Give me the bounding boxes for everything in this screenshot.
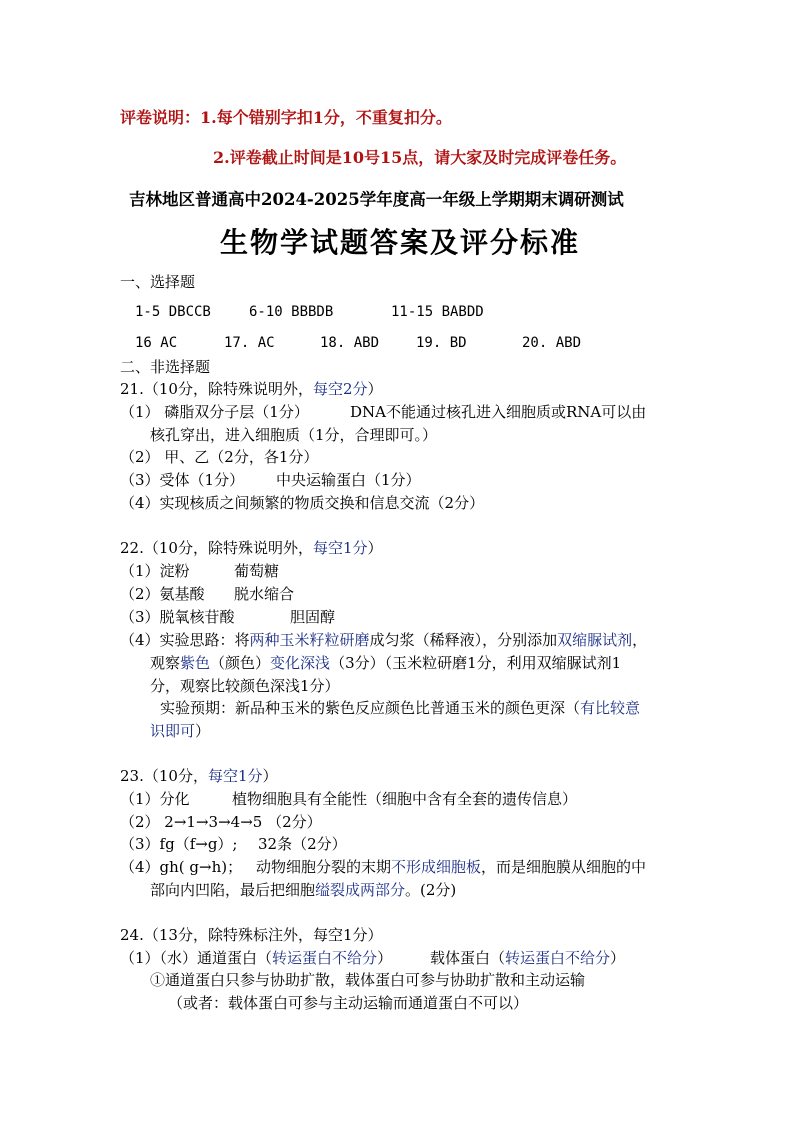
- q22-answer-4-cont: 观察紫色（颜色）变化深浅（3分）（玉米粒研磨1分，利用双缩脲试剂1: [150, 654, 622, 672]
- answer-group: 11-15 BABDD: [391, 304, 484, 320]
- q21-answer-3: （3）受体（1分）: [120, 471, 245, 489]
- q23-answer-3: （3）fg（f→g）;: [120, 835, 238, 853]
- q22-answer-3b: 胆固醇: [290, 608, 336, 626]
- q22-answer-2: （2）氨基酸: [120, 585, 205, 603]
- q22-answer-1: （1）淀粉: [120, 562, 190, 580]
- q22-answer-1b: 葡萄糖: [234, 562, 280, 580]
- q23-answer-4-cont: 部向内凹陷，最后把细胞缢裂成两部分。(2分): [150, 881, 457, 899]
- q21-answer-4: （4）实现核质之间频繁的物质交换和信息交流（2分）: [120, 494, 485, 512]
- q23-answer-1b: 植物细胞具有全能性（细胞中含有全套的遗传信息）: [232, 790, 578, 808]
- section-heading-nonchoice: 二、非选择题: [120, 358, 211, 376]
- q24-answer-1b: 载体蛋白（转运蛋白不给分）: [430, 949, 626, 967]
- answer-group: 6-10 BBBDB: [249, 304, 334, 320]
- marking-note-2: 2.评卷截止时间是10号15点，请大家及时完成评卷任务。: [213, 148, 627, 167]
- q24-heading: 24.（13分，除特殊标注外，每空1分）: [120, 926, 383, 944]
- q24-answer-1-point: ①通道蛋白只参与协助扩散，载体蛋白可参与协助扩散和主动运输: [150, 971, 586, 989]
- q22-answer-4-cont2: 分，观察比较颜色深浅1分）: [150, 677, 340, 695]
- q22-expected-result: 实验预期：新品种玉米的紫色反应颜色比普通玉米的颜色更深（有比较意: [160, 699, 641, 717]
- answer-group: 20. ABD: [522, 335, 582, 351]
- answer-group: 19. BD: [416, 335, 467, 351]
- page-title: 生物学试题答案及评分标准: [220, 226, 581, 259]
- q24-answer-1: （1）（水）通道蛋白（转运蛋白不给分）: [120, 949, 393, 967]
- q22-expected-result-cont: 识即可）: [150, 722, 211, 740]
- q23-answer-4b: 动物细胞分裂的末期不形成细胞板，而是细胞膜从细胞的中: [256, 858, 647, 876]
- q23-answer-1: （1）分化: [120, 790, 190, 808]
- q23-answer-4: （4）gh( g→h)；: [120, 858, 243, 876]
- q21-answer-1: （1） 磷脂双分子层（1分）: [120, 403, 309, 421]
- q22-heading: 22.（10分，除特殊说明外，每空1分）: [120, 539, 383, 557]
- answer-group: 17. AC: [224, 335, 275, 351]
- q22-answer-3: （3）脱氧核苷酸: [120, 608, 235, 626]
- marking-note-1: 评卷说明：1.每个错别字扣1分，不重复扣分。: [120, 108, 452, 127]
- section-heading-choice: 一、选择题: [120, 273, 196, 291]
- q23-heading: 23.（10分，每空1分）: [120, 767, 278, 785]
- q21-answer-1-cont: 核孔穿出，进入细胞质（1分，合理即可。）: [150, 426, 438, 444]
- q22-answer-2b: 脱水缩合: [234, 585, 295, 603]
- answer-group: 16 AC: [135, 335, 178, 351]
- exam-subtitle: 吉林地区普通高中2024-2025学年度高一年级上学期期末调研测试: [129, 190, 624, 209]
- answer-group: 1-5 DBCCB: [135, 304, 211, 320]
- q21-heading: 21.（10分，除特殊说明外，每空2分）: [120, 380, 383, 398]
- q23-answer-2: （2） 2→1→3→4→5 （2分）: [120, 813, 322, 831]
- q21-answer-2: （2） 甲、乙（2分，各1分）: [120, 448, 319, 466]
- q24-answer-1-alt: （或者：载体蛋白可参与主动运输而通道蛋白不可以）: [168, 994, 529, 1012]
- answer-group: 18. ABD: [320, 335, 380, 351]
- q23-answer-3b: 32条（2分）: [258, 835, 347, 853]
- q21-answer-3b: 中央运输蛋白（1分）: [276, 471, 421, 489]
- q21-answer-1-reason: DNA不能通过核孔进入细胞质或RNA可以由: [350, 403, 647, 421]
- q22-answer-4: （4）实验思路：将两种玉米籽粒研磨成匀浆（稀释液），分别添加双缩脲试剂，: [120, 631, 648, 649]
